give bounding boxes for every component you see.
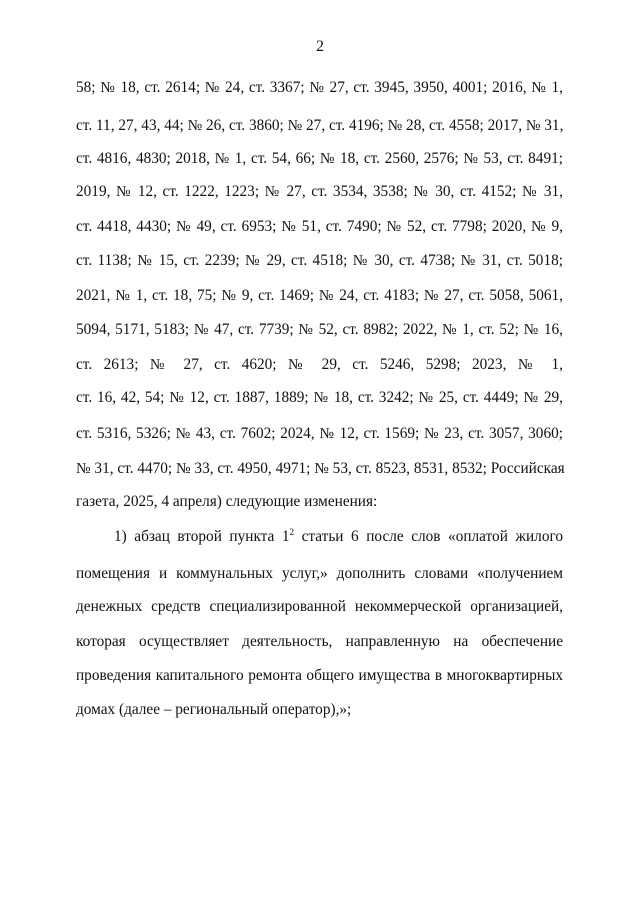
text-line: ст. 11, 27, 43, 44; № 26, ст. 3860; № 27, ст. 4196; № 28, ст. 4558; 2017, № 31, (76, 117, 564, 134)
text-line: денежных средств специализированной некоммерческой организацией, (76, 598, 563, 615)
text-line: 2019, № 12, ст. 1222, 1223; № 27, ст. 3534, 3538; № 30, ст. 4152; № 31, (76, 183, 563, 200)
text-line: ст. 4816, 4830; 2018, № 1, ст. 54, 66; № 18, ст. 2560, 2576; № 53, ст. 8491; (76, 150, 563, 167)
text-line: ст. 4418, 4430; № 49, ст. 6953; № 51, ст. 7490; № 52, ст. 7798; 2020, № 9, (76, 218, 563, 235)
superscript: 2 (289, 527, 295, 537)
amendment-text: 1) абзац второй пункта 1 (114, 528, 290, 545)
text-line: проведения капитального ремонта общего имущества в многоквартирных (76, 667, 563, 684)
page-number: 2 (316, 38, 324, 55)
text-line: № 31, ст. 4470; № 33, ст. 4950, 4971; № 53, ст. 8523, 8531, 8532; Российская (76, 460, 565, 477)
text-line: ст. 2613; № 27, ст. 4620; № 29, ст. 5246, 5298; 2023, № 1, (76, 356, 563, 373)
text-line: газета, 2025, 4 апреля) следующие изменения: (76, 493, 378, 510)
text-line: ст. 1138; № 15, ст. 2239; № 29, ст. 4518; № 30, ст. 4738; № 31, ст. 5018; (76, 252, 563, 269)
text-line: 5094, 5171, 5183; № 47, ст. 7739; № 52, ст. 8982; 2022, № 1, ст. 52; № 16, (76, 321, 563, 338)
text-line: 58; № 18, ст. 2614; № 24, ст. 3367; № 27, ст. 3945, 3950, 4001; 2016, № 1, (76, 79, 563, 96)
text-line: ст. 5316, 5326; № 43, ст. 7602; 2024, № 12, ст. 1569; № 23, ст. 3057, 3060; (76, 425, 563, 442)
text-line: домах (далее – региональный оператор),»; (76, 701, 352, 718)
text-line: которая осуществляет деятельность, направленную на обеспечение (76, 633, 563, 650)
amendment-text: статьи 6 после слов «оплатой жилого (294, 528, 564, 545)
amendment-first-line (114, 527, 563, 547)
text-line: 2021, № 1, ст. 18, 75; № 9, ст. 1469; № 24, ст. 4183; № 27, ст. 5058, 5061, (76, 287, 563, 304)
text-line: помещения и коммунальных услуг,» дополнить словами «получением (76, 565, 563, 582)
text-line: ст. 16, 42, 54; № 12, ст. 1887, 1889; № 18, ст. 3242; № 25, ст. 4449; № 29, (76, 389, 563, 406)
